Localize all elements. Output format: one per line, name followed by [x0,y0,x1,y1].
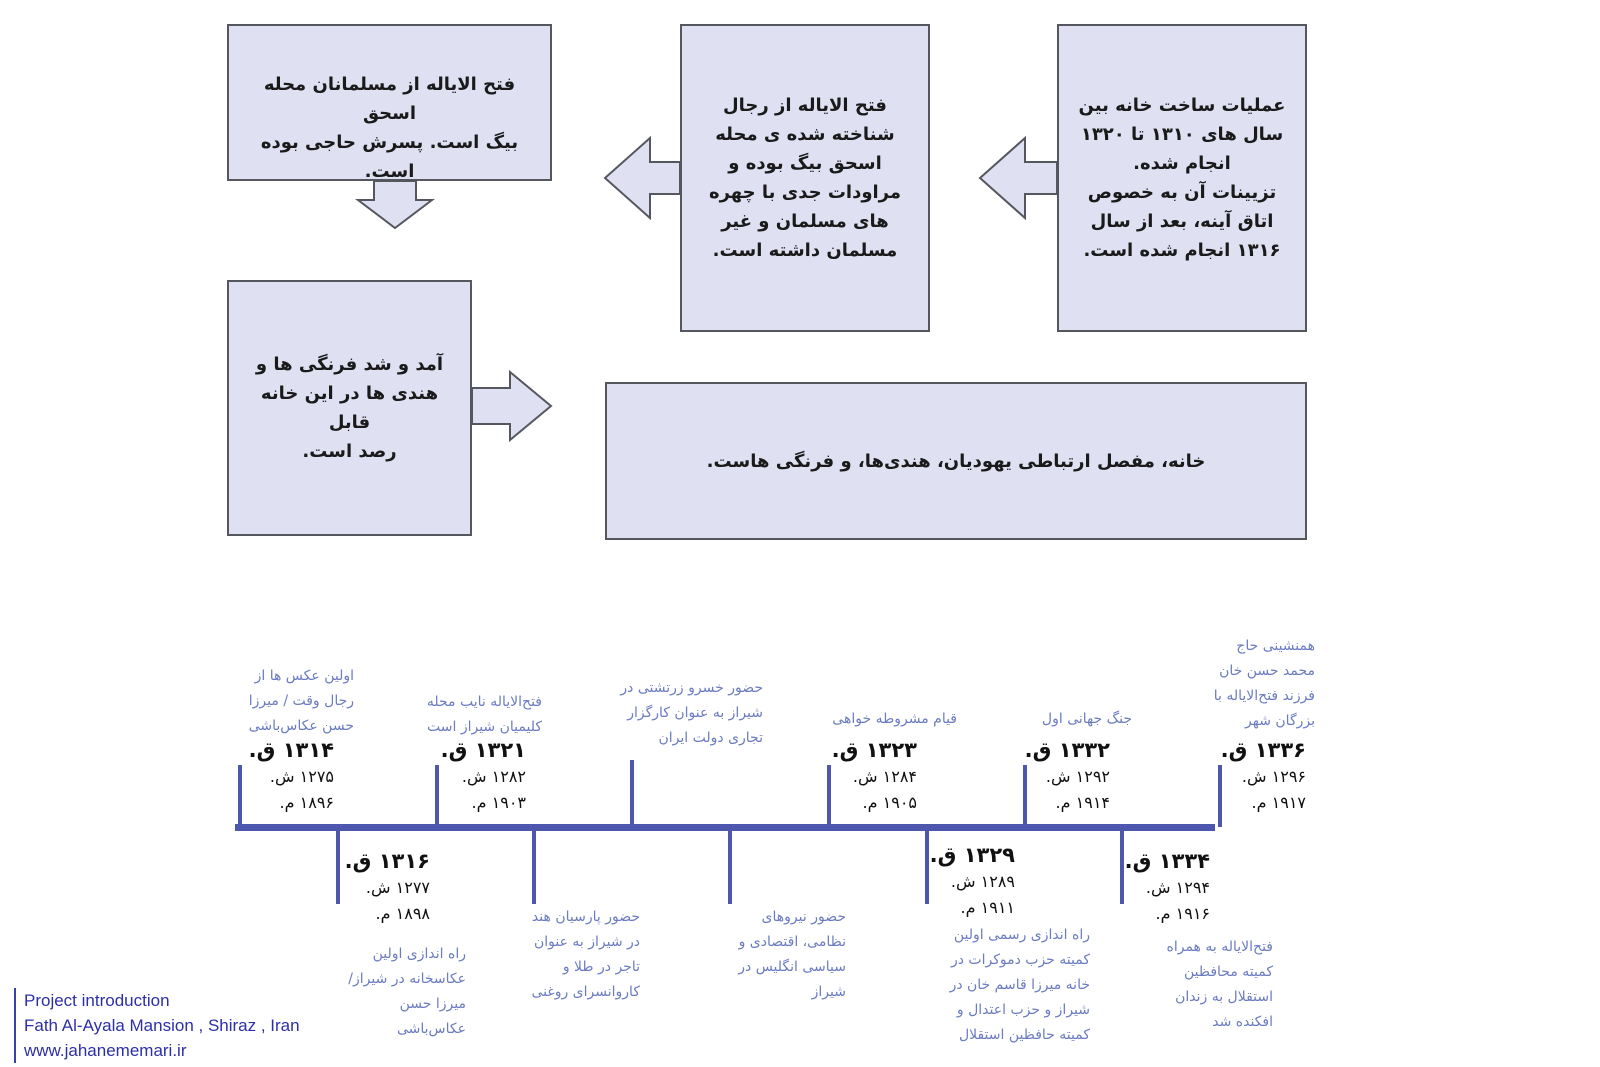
date-gregorian: ۱۹۱۴ م. [1055,793,1110,812]
flow-box-notable-figure-text: فتح الایاله از رجال شناخته شده ی محله اسحق بیگ بوده و مراودات جدی با چهره های مسلمان و غیر مسلمان داشته است. [708,95,902,261]
timeline-tick [827,765,831,827]
right-arrow [472,372,551,440]
date-solar: ۱۲۸۹ ش. [950,872,1015,891]
timeline-date [930,842,1015,921]
date-solar: ۱۲۹۴ ش. [1145,878,1210,897]
timeline-tick [336,828,340,904]
timeline-date [249,737,334,816]
date-lunar: ۱۳۲۱ ق. [440,738,526,762]
date-solar: ۱۲۷۵ ش. [269,767,334,786]
timeline-date [1025,737,1110,816]
date-gregorian: ۱۹۱۶ م. [1155,904,1210,923]
timeline-event-text: فتح‌الایاله به همراه کمیته محافظین استقلال به زندان افکنده شد [1166,939,1273,1030]
timeline-date [1125,848,1210,927]
timeline-tick [435,765,439,827]
timeline-event-text: فتح‌الایاله نایب محله کلیمیان شیراز است [426,694,542,735]
flow-box-conclusion-text: خانه، مفصل ارتباطی یهودیان، هندی‌ها، و فرنگی هاست. [706,450,1206,472]
footer-credits [14,988,300,1063]
date-gregorian: ۱۸۹۸ م. [375,904,430,923]
date-lunar: ۱۳۱۴ ق. [248,738,334,762]
timeline-tick [238,765,242,827]
timeline-tick [1120,828,1124,904]
date-lunar: ۱۳۳۴ ق. [1124,849,1210,873]
footer-website-link[interactable]: www.jahanememari.ir [24,1041,187,1060]
flow-box-construction-text: عملیات ساخت خانه بین سال های ۱۳۱۰ تا ۱۳۲۰ انجام شده. تزیینات آن به خصوص اتاق آینه، بعد از سال ۱۳۱۶ انجام شده است. [1078,95,1286,261]
timeline-date [345,848,430,927]
date-gregorian: ۱۹۱۷ م. [1251,793,1306,812]
flow-box-muslim-origin-text: فتح الایاله از مسلمانان محله اسحق بیگ است. پسرش حاجی بوده است. [260,74,519,182]
left-arrow-1 [980,138,1057,218]
timeline-event-text: جنگ جهانی اول [1041,711,1132,727]
left-arrow-2 [605,138,680,218]
date-lunar: ۱۳۲۹ ق. [929,843,1015,867]
timeline-event-text: راه اندازی رسمی اولین کمیته حزب دموکرات در خانه میرزا قاسم خان در شیراز و حزب اعتدال و کمیته حافظین استقلال [949,927,1090,1043]
timeline-date [441,737,526,816]
timeline-event-text: حضور خسرو زرتشتی در شیراز به عنوان کارگزار تجاری دولت ایران [620,680,763,746]
date-gregorian: ۱۹۰۳ م. [471,793,526,812]
date-solar: ۱۲۸۴ ش. [852,767,917,786]
flow-box-muslim-origin [227,24,552,181]
date-solar: ۱۲۹۶ ش. [1241,767,1306,786]
timeline-tick [728,828,732,904]
date-solar: ۱۲۷۷ ش. [365,878,430,897]
timeline-event-text: همنشینی حاج محمد حسن خان فرزند فتح‌الایاله با بزرگان شهر [1213,638,1315,729]
date-gregorian: ۱۹۰۵ م. [862,793,917,812]
timeline-tick [630,760,634,827]
timeline-tick [532,828,536,904]
date-gregorian: ۱۹۱۱ م. [960,898,1015,917]
flow-box-foreign-visitors-text: آمد و شد فرنگی ها و هندی ها در این خانه قابل رصد است. [255,354,444,462]
timeline-axis [235,824,1215,831]
footer-project-name: Fath Al-Ayala Mansion , Shiraz , Iran [24,1016,300,1035]
timeline-event-text: راه اندازی اولین عکاسخانه در شیراز/ میرزا حسن عکاس‌باشی [348,946,466,1037]
date-gregorian: ۱۸۹۶ م. [279,793,334,812]
timeline-event-text: حضور نیروهای نظامی، اقتصادی و سیاسی انگلیس در شیراز [738,909,846,1000]
timeline-tick [925,828,929,904]
footer-project-label: Project introduction [24,991,170,1010]
down-arrow [358,181,432,228]
timeline-date [1221,737,1306,816]
date-lunar: ۱۳۳۶ ق. [1220,738,1306,762]
flow-box-conclusion [605,382,1307,540]
timeline-event-text: اولین عکس ها از رجال وقت / میرزا حسن عکاس‌باشی [248,668,354,734]
date-solar: ۱۲۸۲ ش. [461,767,526,786]
date-lunar: ۱۳۲۳ ق. [831,738,917,762]
timeline-event-text: قیام مشروطه خواهی [832,711,957,727]
flow-box-construction [1057,24,1307,332]
timeline-event-text: حضور پارسیان هند در شیراز به عنوان تاجر در طلا و کاروانسرای روغنی [531,909,640,1000]
date-lunar: ۱۳۳۲ ق. [1024,738,1110,762]
flow-box-notable-figure [680,24,930,332]
timeline-date [832,737,917,816]
date-lunar: ۱۳۱۶ ق. [344,849,430,873]
date-solar: ۱۲۹۲ ش. [1045,767,1110,786]
flow-box-foreign-visitors [227,280,472,536]
